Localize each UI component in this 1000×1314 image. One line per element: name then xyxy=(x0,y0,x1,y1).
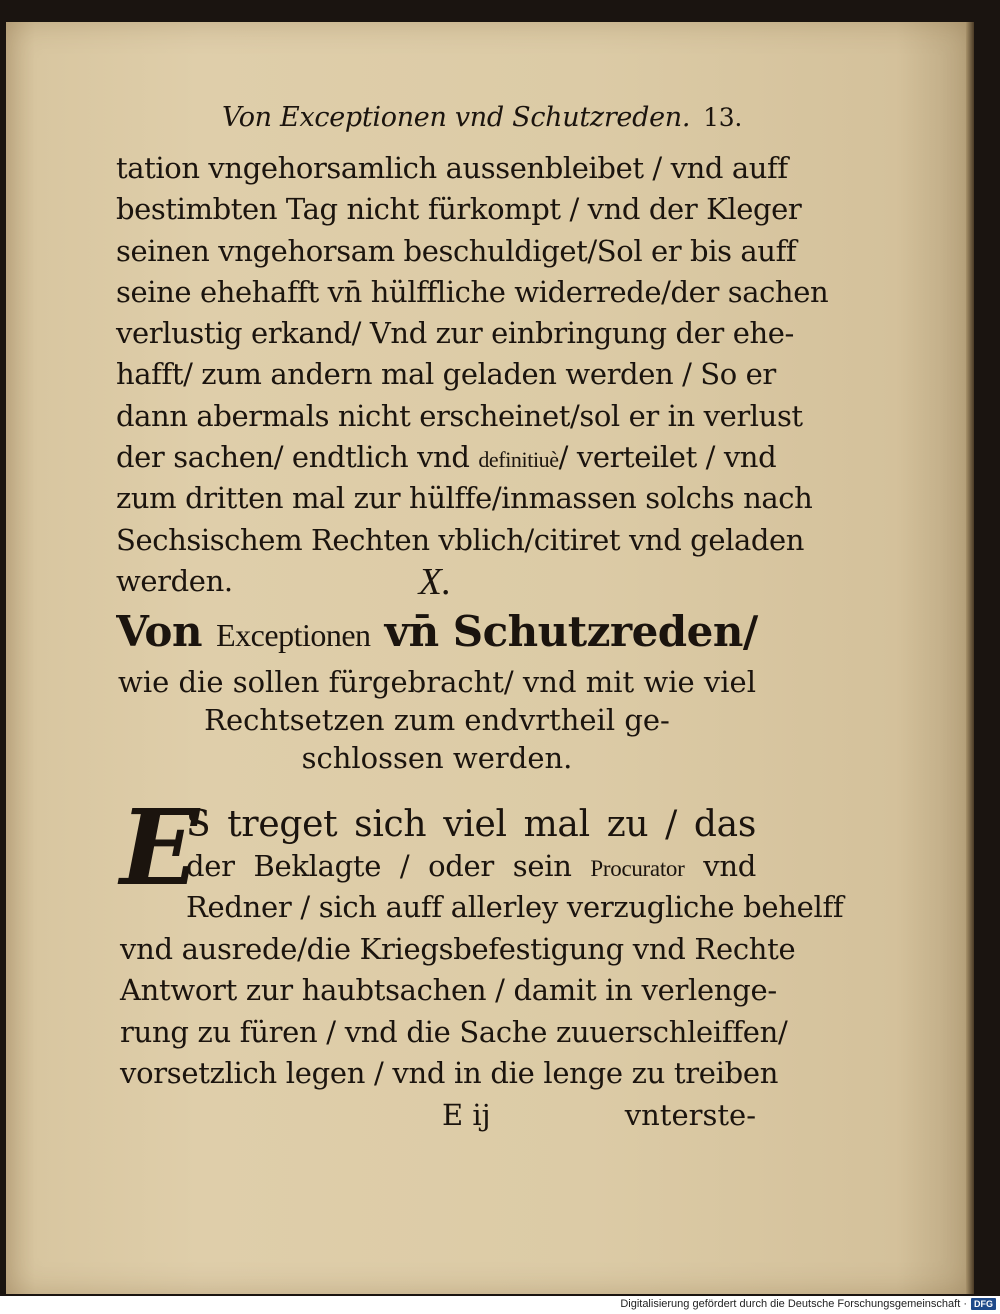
continued-text xyxy=(116,148,829,602)
text-fragment: vnd xyxy=(703,848,756,883)
text-line: bestimbten Tag nicht fürkompt / vnd der Kleger xyxy=(116,192,802,227)
heading-line-1 xyxy=(112,604,762,663)
latin-word: definitiuè xyxy=(478,447,559,473)
heading-line-3: Rechtsetzen zum endvrtheil ge- xyxy=(204,703,670,737)
text-line xyxy=(120,846,756,888)
text-line: werden. xyxy=(116,563,233,598)
heading-word: vn̄ Schutzreden/ xyxy=(384,607,758,656)
text-line: hafft/ zum andern mal geladen werden / So er xyxy=(116,357,776,392)
chapter-heading xyxy=(112,604,762,777)
drop-cap: E xyxy=(120,786,199,909)
text-fragment: der Beklagte / oder sein xyxy=(186,848,572,883)
text-fragment: der sachen/ endtlich vnd xyxy=(116,440,479,475)
text-line: S treget sich viel mal zu / das xyxy=(186,804,756,845)
text-line: vnd ausrede/die Kriegsbefestigung vnd Rechte xyxy=(120,931,796,966)
text-line: verlustig erkand/ Vnd zur einbringung der ehe- xyxy=(116,316,794,351)
heading-latin-word: Exceptionen xyxy=(216,617,371,653)
section-body xyxy=(120,786,844,1095)
dfg-logo: DFG xyxy=(971,1298,996,1310)
text-line: Redner / sich auff allerley verzugliche behelff xyxy=(186,890,844,924)
text-line: seine ehehafft vn̄ hülffliche widerrede/der sachen xyxy=(116,274,829,309)
heading-line-4: schlossen werden. xyxy=(301,741,573,775)
text-line: tation vngehorsamlich aussenbleibet / vnd auff xyxy=(116,151,788,185)
catchword: vnterste- xyxy=(624,1098,756,1132)
running-header-title: Von Exceptionen vnd Schutzreden. xyxy=(222,102,691,133)
page-footer xyxy=(120,1094,756,1136)
text-line: Antwort zur haubtsachen / damit in verlenge- xyxy=(120,973,777,1007)
page-edge xyxy=(966,22,974,1294)
text-line: rung zu füren / vnd die Sache zuuerschleiffen/ xyxy=(120,1014,788,1049)
text-line: seinen vngehorsam beschuldiget/Sol er bis auff xyxy=(116,233,797,268)
running-header xyxy=(222,96,742,140)
digitization-credit xyxy=(620,1296,996,1312)
chapter-number: X. xyxy=(418,561,452,603)
text-line: zum dritten mal zur hülffe/inmassen solchs nach xyxy=(116,481,813,516)
heading-word: Von xyxy=(116,607,202,656)
text-fragment: / verteilet / vnd xyxy=(558,440,777,475)
page-number: 13. xyxy=(703,103,742,132)
text-line: dann abermals nicht erscheinet/sol er in verlust xyxy=(116,398,803,433)
text-line: Sechsischem Rechten vblich/citiret vnd geladen xyxy=(116,522,805,557)
signature-mark: E ij xyxy=(442,1098,491,1132)
text-line-with-latin xyxy=(116,437,777,478)
credit-text: Digitalisierung gefördert durch die Deutsche Forschungsgemeinschaft · xyxy=(620,1298,967,1310)
latin-word: Procurator xyxy=(590,855,685,881)
text-line: vorsetzlich legen / vnd in die lenge zu treiben xyxy=(120,1056,779,1090)
heading-line-2: wie die sollen fürgebracht/ vnd mit wie viel xyxy=(118,665,756,699)
